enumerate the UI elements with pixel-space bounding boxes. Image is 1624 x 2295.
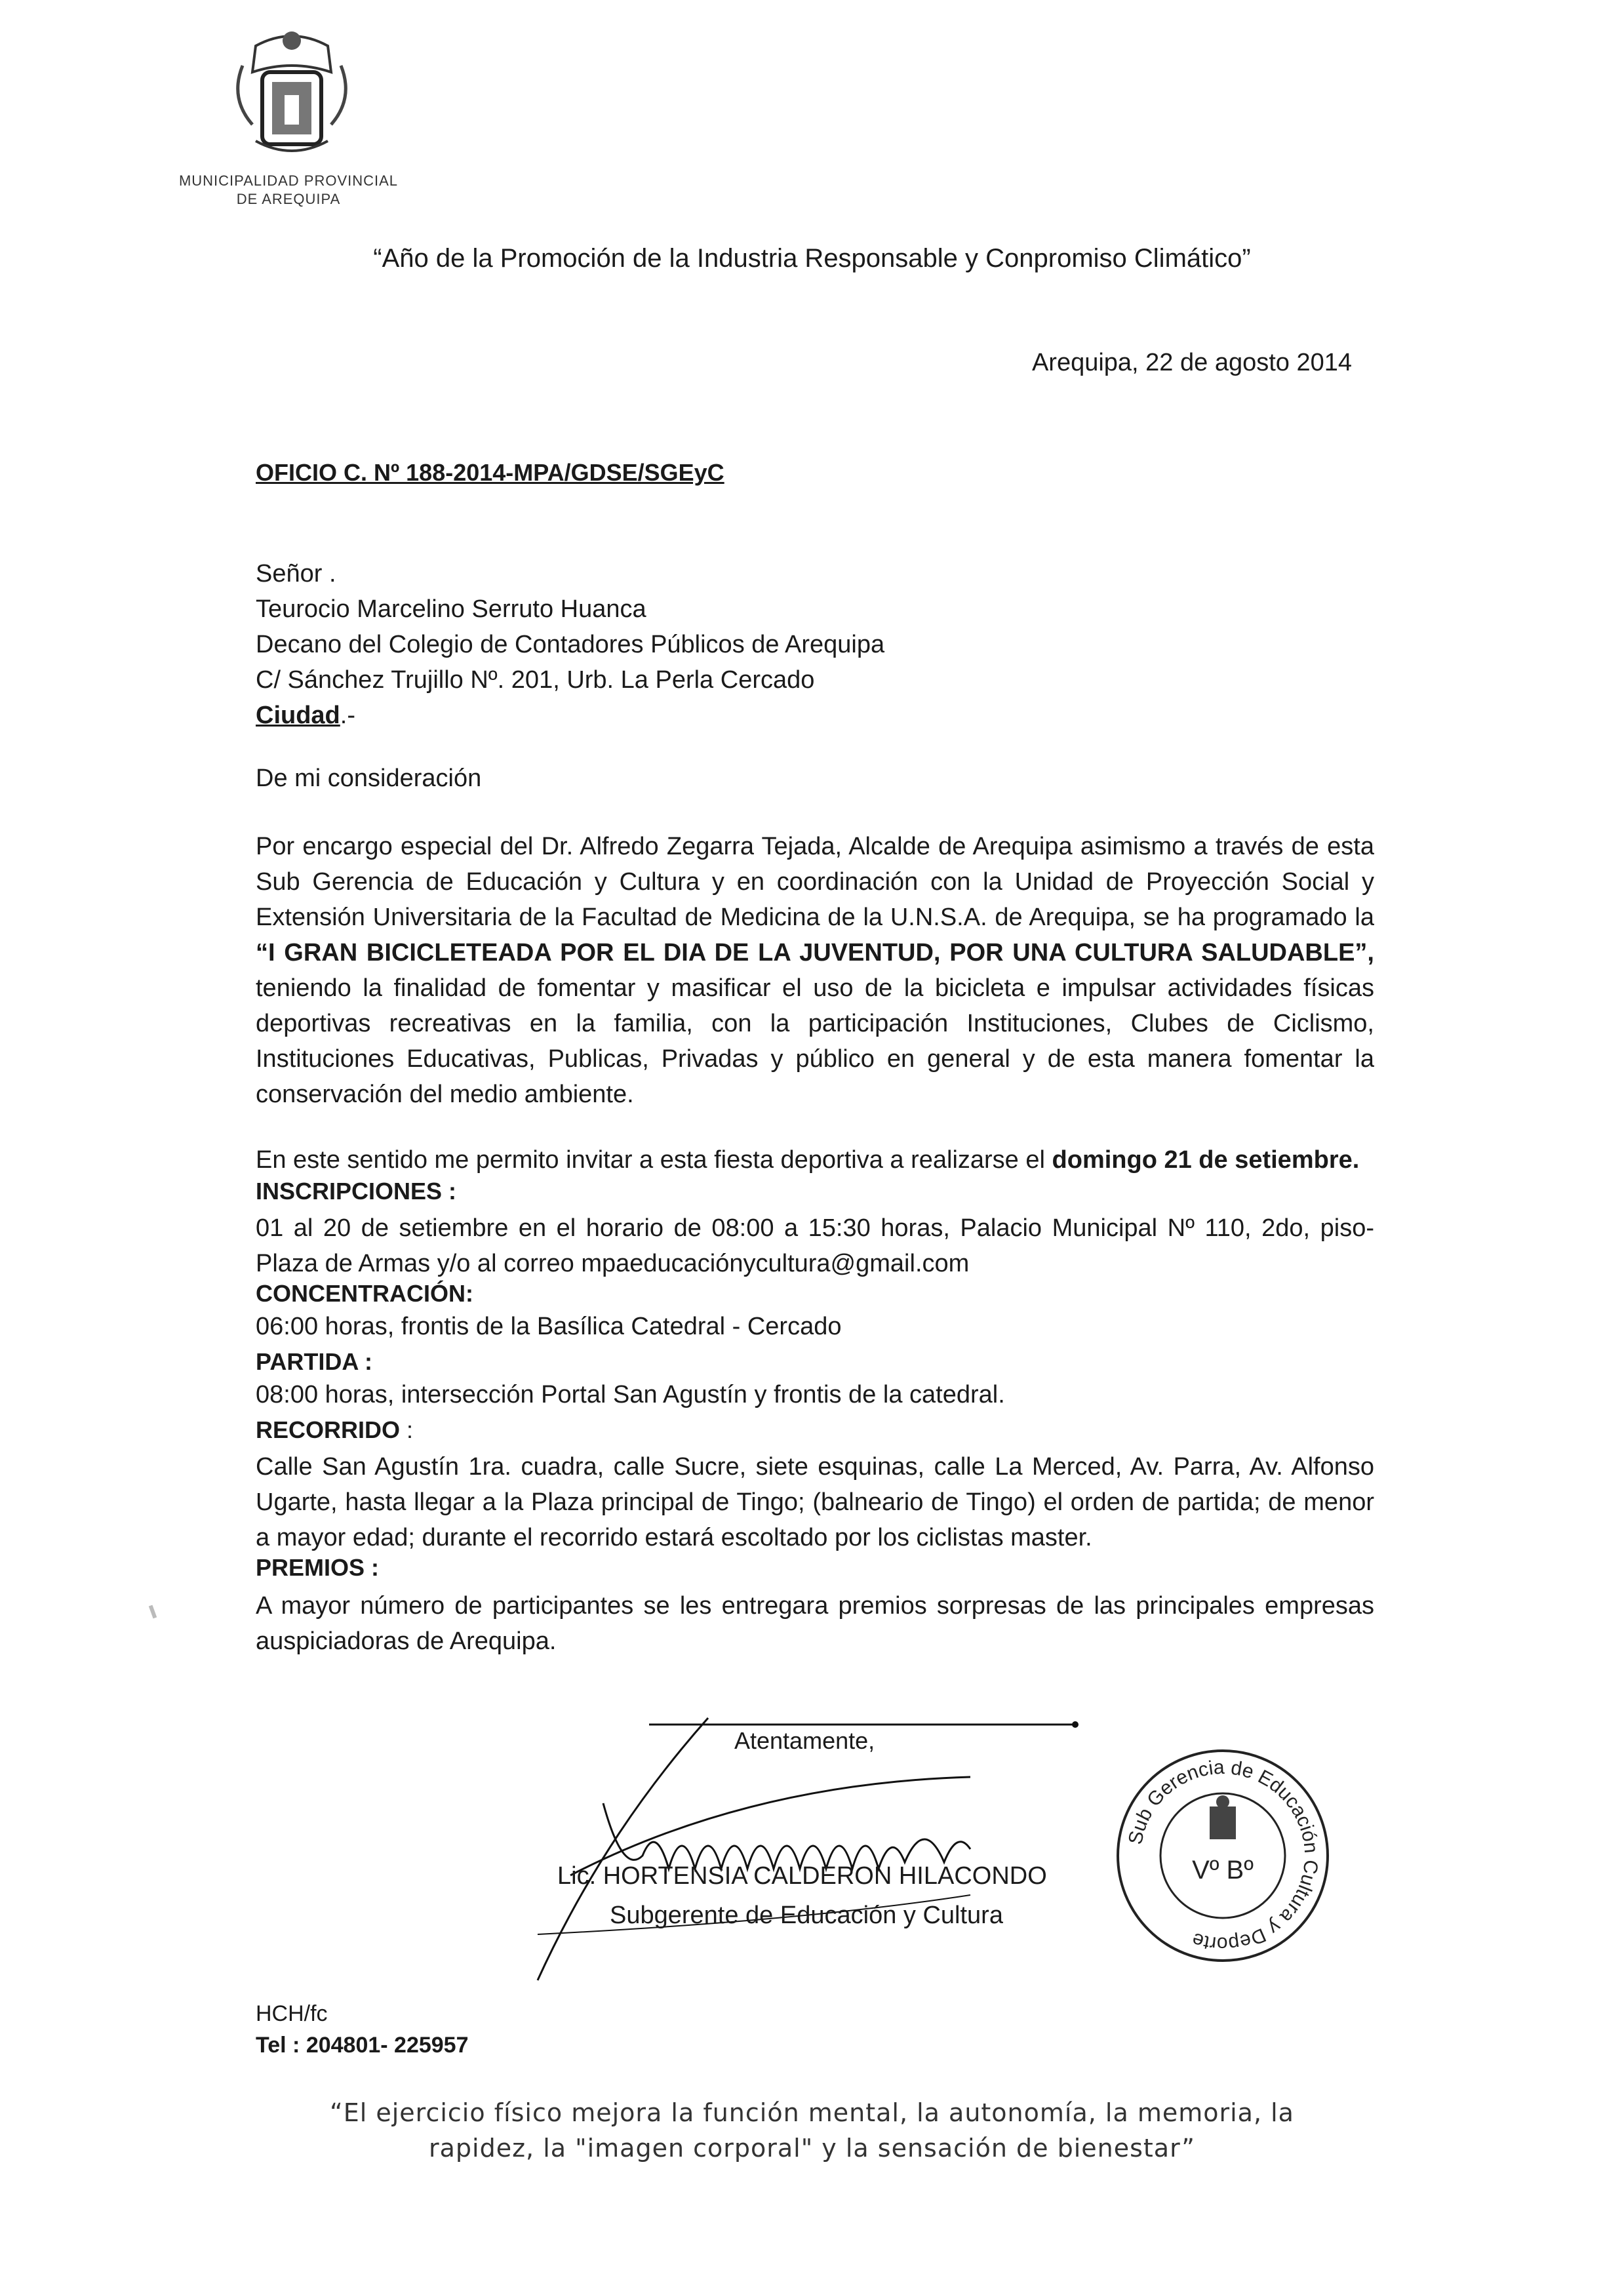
body-paragraph-1-rest: teniendo la finalidad de fomentar y masificar el uso de la bicicleta e impulsar actividades físicas deportivas recreativas en la familia, con la participación Instituciones, Clubes de Ciclismo, Instituciones Educativas, Publicas, Privadas y público en general y de esta manera fomentar la conservación del medio ambiente. — [256, 974, 1374, 1108]
organization-name — [131, 172, 446, 209]
author-initials: HCH/fc — [256, 2001, 328, 2026]
premios-text: A mayor número de participantes se les entregara premios sorpresas de las principales empresas auspiciadoras de Arequipa. — [256, 1592, 1374, 1655]
phone-number: Tel : 204801- 225957 — [256, 2033, 469, 2058]
recorrido-suffix: : — [400, 1416, 414, 1443]
recipient-address: C/ Sánchez Trujillo Nº. 201, Urb. La Perla Cercado — [256, 666, 815, 694]
recorrido-heading — [256, 1416, 413, 1444]
partida-heading: PARTIDA : — [256, 1348, 372, 1375]
recipient-city: Ciudad — [256, 702, 340, 729]
signer-name: Lic. HORTENSIA CALDERON HILACONDO — [557, 1862, 1047, 1890]
letter-date: Arequipa, 22 de agosto 2014 — [1031, 349, 1352, 376]
stamp-crest-icon — [1210, 1795, 1236, 1839]
footer-quote-line2: rapidez, la "imagen corporal" y la sensación de bienestar” — [429, 2134, 1195, 2163]
organization-name-line2: DE AREQUIPA — [236, 191, 341, 207]
body-paragraph-1-text: Por encargo especial del Dr. Alfredo Zegarra Tejada, Alcalde de Arequipa asimismo a través de esta Sub Gerencia de Educación y Cultura y en coordinación con la Unidad de Proyección Social y Extensión Universitaria de la Facultad de Medicina de la U.N.S.A. de Arequipa, se ha programado la — [256, 833, 1374, 931]
recorrido-title: RECORRIDO — [256, 1416, 401, 1443]
recorrido-text: Calle San Agustín 1ra. cuadra, calle Sucre, siete esquinas, calle La Merced, Av. Parra, Av. Alfonso Ugarte, hasta llegar a la Plaza principal de Tingo; (balneario de Tingo) el orden de partida; de menor a mayor edad; durante el recorrido estará escoltado por los ciclistas master. — [256, 1453, 1374, 1551]
organization-name-line1: MUNICIPALIDAD PROVINCIAL — [178, 172, 399, 189]
concentracion-heading: CONCENTRACIÓN: — [256, 1280, 473, 1307]
footer-quote-line1: “El ejercicio físico mejora la función mental, la autonomía, la memoria, la — [330, 2098, 1294, 2127]
concentracion-text: 06:00 horas, frontis de la Basílica Catedral - Cercado — [256, 1313, 842, 1340]
signer-role: Subgerente de Educación y Cultura — [610, 1902, 1003, 1929]
recipient-block — [256, 556, 884, 733]
reference-number: OFICIO C. Nº 188-2014-MPA/GDSE/SGEyC — [256, 459, 724, 486]
inscripciones-text: 01 al 20 de setiembre en el horario de 08:00 a 15:30 horas, Palacio Municipal Nº 110, 2do, piso- Plaza de Armas y/o al correo mpaeducaciónycultura@gmail.com — [256, 1214, 1374, 1277]
premios-heading: PREMIOS : — [256, 1554, 380, 1581]
recipient-city-suffix: .- — [340, 702, 355, 729]
event-date: domingo 21 de setiembre. — [1052, 1146, 1360, 1174]
recipient-name: Teurocio Marcelino Serruto Huanca — [256, 595, 646, 623]
body-paragraph-2 — [256, 1142, 1374, 1178]
partida-text: 08:00 horas, intersección Portal San Agustín y frontis de la catedral. — [256, 1381, 1005, 1408]
body-paragraph-2-text: En este sentido me permito invitar a esta fiesta deportiva a realizarse el — [256, 1146, 1045, 1174]
footer-quote — [0, 2095, 1624, 2166]
greeting: De mi consideración — [256, 765, 482, 792]
municipal-crest-logo — [216, 26, 367, 164]
inscripciones-heading: INSCRIPCIONES : — [256, 1178, 457, 1205]
recipient-salutation: Señor . — [256, 560, 336, 588]
scan-mark — [149, 1605, 157, 1619]
recipient-title: Decano del Colegio de Contadores Públicos de Arequipa — [256, 631, 885, 658]
approval-stamp — [1111, 1744, 1334, 1967]
stamp-ring-text: Sub Gerencia de Educación Cultura y Deporte — [1124, 1756, 1322, 1955]
closing: Atentamente, — [734, 1727, 875, 1754]
recipient-city-line — [256, 698, 884, 733]
event-title: “I GRAN BICICLETEADA POR EL DIA DE LA JUVENTUD, POR UNA CULTURA SALUDABLE”, — [256, 939, 1374, 967]
body-paragraph-1 — [256, 829, 1374, 1112]
year-motto: “Año de la Promoción de la Industria Responsable y Conpromiso Climático” — [373, 244, 1251, 273]
stamp-center-text: Vº Bº — [1192, 1856, 1254, 1885]
